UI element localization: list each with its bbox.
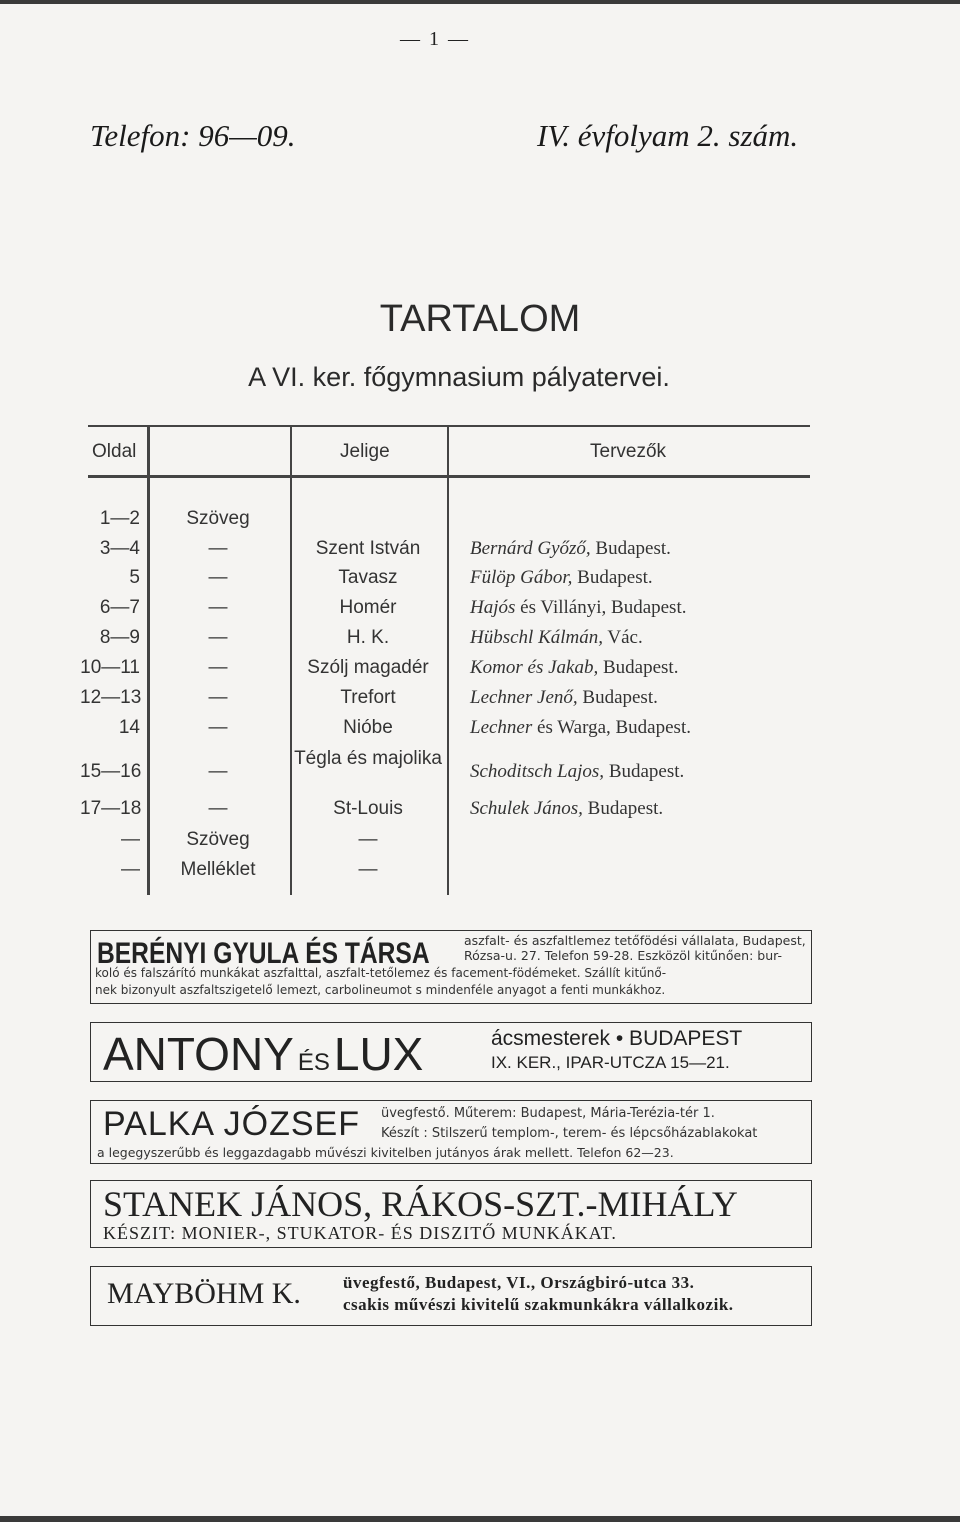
bottom-border xyxy=(0,1516,960,1522)
ad-berenyi xyxy=(90,930,812,1004)
row-motto: Nióbe xyxy=(343,717,393,738)
col-header-designers: Tervezők xyxy=(590,441,667,462)
table-top-rule xyxy=(88,425,810,427)
antony-lux-line-2: IX. KER., IPAR-UTCZA 15—21. xyxy=(491,1053,730,1072)
row-kind: — xyxy=(208,597,228,618)
antony-lux-name: ANTONY ÉS LUX xyxy=(103,1028,424,1080)
row-designer: Schulek János, Budapest. xyxy=(470,798,664,819)
antony-lux-line-1: ácsmesterek • BUDAPEST xyxy=(491,1027,743,1050)
row-pages: 14 xyxy=(118,717,140,738)
toc-subtitle: A VI. ker. főgymnasium pályatervei. xyxy=(248,362,670,392)
row-kind: — xyxy=(208,717,228,738)
table-col-divider-3 xyxy=(447,425,449,895)
row-motto: Tégla és majolika xyxy=(294,748,442,769)
row-motto: — xyxy=(358,829,378,850)
row-pages: 1—2 xyxy=(99,508,140,529)
row-pages: 8—9 xyxy=(99,627,140,648)
row-pages: 6—7 xyxy=(99,597,140,618)
palka-line-3: a legegyszerűbb és leggazdagabb művészi kivitelben jutányos árak mellett. Telefon 62—23. xyxy=(97,1145,674,1160)
row-kind: Melléklet xyxy=(180,859,256,880)
row-motto: H. K. xyxy=(346,627,390,648)
row-designer: Hajós és Villányi, Budapest. xyxy=(470,597,687,618)
row-pages: — xyxy=(121,829,140,850)
row-motto: Trefort xyxy=(340,687,396,708)
ad-stanek xyxy=(90,1180,812,1248)
row-kind: Szöveg xyxy=(186,508,250,529)
berenyi-line-4: nek bizonyult aszfaltszigetelő lemezt, carbolineumot s mindenféle anyagot a fenti munkákhoz. xyxy=(95,983,666,997)
palka-line-1: üvegfestő. Műterem: Budapest, Mária-Terézia-tér 1. xyxy=(381,1106,715,1121)
top-border xyxy=(0,0,960,4)
row-motto: St-Louis xyxy=(333,798,403,819)
row-kind: Szöveg xyxy=(186,829,250,850)
row-designer: Fülöp Gábor, Budapest. xyxy=(470,567,653,588)
ad-antony-lux xyxy=(90,1022,812,1082)
row-designer: Lechner és Warga, Budapest. xyxy=(470,717,691,738)
col-header-motto: Jelige xyxy=(340,441,390,462)
row-designer: Bernárd Győző, Budapest. xyxy=(470,538,671,559)
table-header-rule xyxy=(88,475,810,478)
row-kind: — xyxy=(208,627,228,648)
palka-line-2: Készít : Stilszerű templom-, terem- és lépcsőházablakokat xyxy=(381,1126,758,1141)
toc-title: TARTALOM xyxy=(379,298,581,340)
row-kind: — xyxy=(208,657,228,678)
maybohm-line-1: üvegfestő, Budapest, VI., Országbiró-utca 33. xyxy=(343,1273,695,1292)
col-header-pages: Oldal xyxy=(92,441,137,462)
page-number: — 1 — xyxy=(400,28,470,50)
palka-name: PALKA JÓZSEF xyxy=(103,1105,361,1143)
row-kind: — xyxy=(208,761,228,782)
row-motto: Szólj magadér xyxy=(307,657,429,678)
row-pages: 3—4 xyxy=(99,538,140,559)
issue-line: IV. évfolyam 2. szám. xyxy=(537,118,799,153)
row-pages: 12—13 xyxy=(80,687,142,708)
ad-maybohm xyxy=(90,1266,812,1326)
row-motto: — xyxy=(358,859,378,880)
row-designer: Lechner Jenő, Budapest. xyxy=(470,687,658,708)
row-motto: Szent István xyxy=(315,538,421,559)
stanek-subtitle: KÉSZIT: MONIER-, STUKATOR- ÉS DISZITŐ MUNKÁKAT. xyxy=(103,1223,617,1243)
row-motto: Homér xyxy=(339,597,397,618)
berenyi-line-2: Rózsa-u. 27. Telefon 59-28. Eszközöl kitűnően: bur- xyxy=(464,948,782,963)
ad-palka xyxy=(90,1100,812,1164)
row-pages: 5 xyxy=(129,567,140,588)
row-designer: Komor és Jakab, Budapest. xyxy=(470,657,679,678)
row-designer: Schoditsch Lajos, Budapest. xyxy=(470,761,685,782)
row-kind: — xyxy=(208,538,228,559)
row-kind: — xyxy=(208,687,228,708)
row-designer: Hübschl Kálmán, Vác. xyxy=(470,627,643,648)
telephone-line: Telefon: 96—09. xyxy=(90,118,296,153)
berenyi-line-3: koló és falszárító munkákat aszfalttal, aszfalt-tetőlemez és facement-födémeket. Szállít kitűnő- xyxy=(95,966,667,980)
maybohm-line-2: csakis művészi kivitelű szakmunkákra vállalkozik. xyxy=(343,1295,734,1314)
row-motto: Tavasz xyxy=(338,567,398,588)
stanek-name: STANEK JÁNOS, RÁKOS-SZT.-MIHÁLY xyxy=(103,1184,738,1224)
maybohm-name: MAYBÖHM K. xyxy=(107,1277,301,1310)
berenyi-line-1: aszfalt- és aszfaltlemez tetőfödési vállalata, Budapest, xyxy=(464,933,806,948)
row-pages: 10—11 xyxy=(80,657,140,678)
row-pages: 15—16 xyxy=(80,761,142,782)
row-kind: — xyxy=(208,567,228,588)
table-col-divider-1 xyxy=(147,425,150,895)
row-pages: 17—18 xyxy=(80,798,142,819)
row-pages: — xyxy=(121,859,140,880)
berenyi-company-name: BERÉNYI GYULA ÉS TÁRSA xyxy=(97,937,430,970)
row-kind: — xyxy=(208,798,228,819)
